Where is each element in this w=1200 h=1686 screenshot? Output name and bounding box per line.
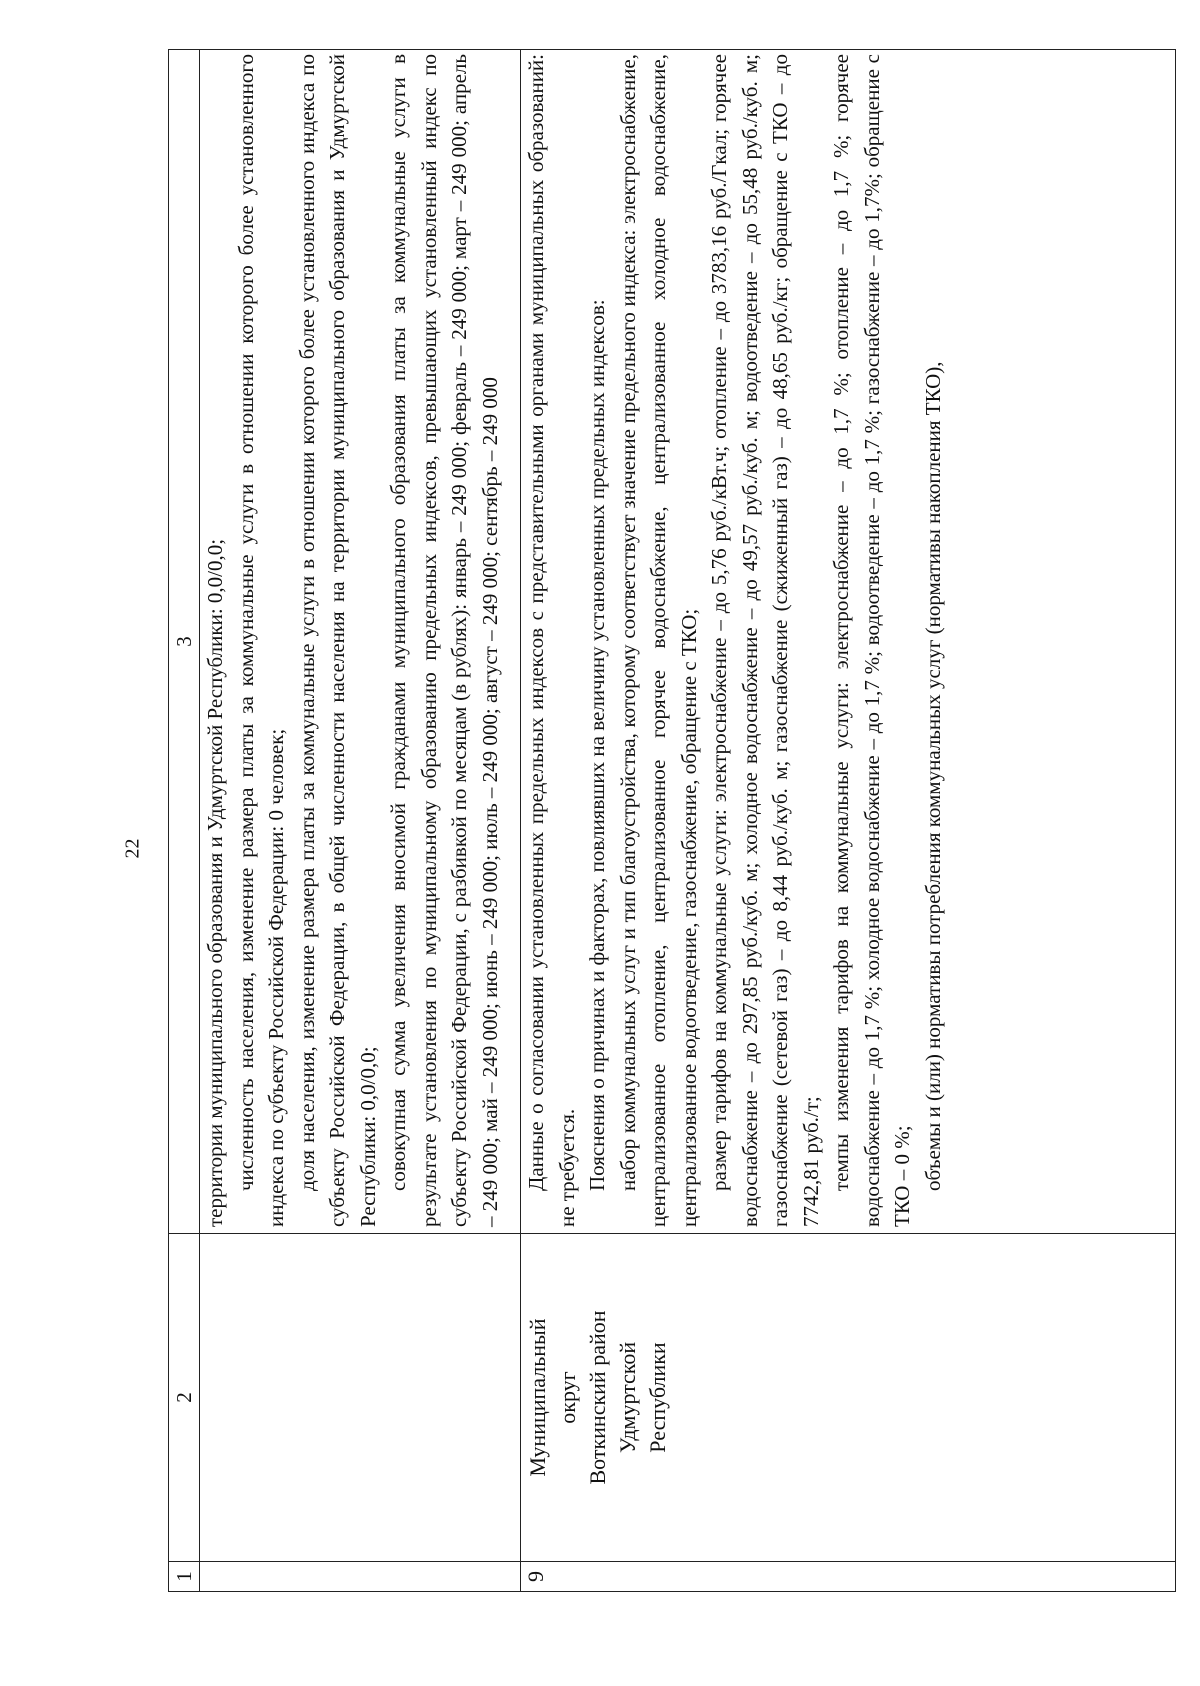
description-text bbox=[521, 50, 1175, 1233]
municipality-line: округ bbox=[555, 1371, 580, 1424]
description-cell bbox=[521, 50, 1176, 1234]
municipality-line: Республики bbox=[645, 1342, 670, 1453]
data-table bbox=[168, 49, 1176, 1592]
header-col-1: 1 bbox=[169, 1562, 200, 1592]
paragraph: Данные о согласовании установленных предельных индексов с представительными органами муниципальных образований: не требуется. bbox=[524, 54, 579, 1227]
header-col-3: 3 bbox=[169, 50, 200, 1234]
row-number-cell bbox=[200, 1562, 521, 1592]
paragraph: Пояснения о причинах и факторах, повлиявших на величину установленных предельных индексов: bbox=[585, 299, 609, 1191]
paragraph: набор коммунальных услуг и тип благоустройства, которому соответствует значение предельного индекса: электроснабжение, централизованное отопление, централизованное горячее водоснабжение, централизованное холодное водоснабжение, централизованное водоотведение, газоснабжение, обращение с ТКО; bbox=[615, 54, 701, 1227]
municipality-cell bbox=[200, 1234, 521, 1562]
paragraph: доля населения, изменение размера платы за коммунальные услуги в отношении которого более установленного индекса по субъекту Российской Федерации, в общей численности населения на территории муниципального образования и Удмуртской Республики: 0,0/0,0; bbox=[294, 54, 380, 1227]
paragraph: численность населения, изменение размера платы за коммунальные услуги в отношении которого более установленного индекса по субъекту Российской Федерации: 0 человек; bbox=[233, 54, 288, 1227]
description-cell bbox=[200, 50, 521, 1234]
municipality-line: Удмуртской bbox=[615, 1341, 640, 1454]
table-header-row bbox=[169, 50, 200, 1592]
page-number: 22 bbox=[121, 838, 144, 859]
paragraph: размер тарифов на коммунальные услуги: электроснабжение – до 5,76 руб./кВт.ч; отопление – до 3783,16 руб./Гкал; горячее водоснабжение – до 297,85 руб./куб. м; холодное водоснабжение – до 49,57 руб./куб. м; водоотведение – до 55,48 руб./куб. м; газоснабжение (сетевой газ) – до 8,44 руб./куб. м; газоснабжение (сжиженный газ) – до 48,65 руб./кг; обращение с ТКО – до 7742,81 руб./т; bbox=[707, 54, 823, 1227]
table-row bbox=[521, 50, 1176, 1592]
paragraph: совокупная сумма увеличения вносимой гражданами муниципального образования платы за коммунальные услуги в результате установления по муниципальному образованию предельных индексов, превышающих установленный индекс по субъекту Российской Федерации, с разбивкой по месяцам (в рублях): январь – 249 000; февраль – 249 000; март – 249 000; апрель – 249 000; май – 249 000; июнь – 249 000; июль – 249 000; август – 249 000; сентябрь – 249 000 bbox=[386, 54, 502, 1227]
table-row bbox=[200, 50, 521, 1592]
rotated-sheet bbox=[168, 50, 1168, 1592]
row-number-cell: 9 bbox=[521, 1562, 1176, 1592]
header-col-2: 2 bbox=[169, 1234, 200, 1562]
municipality-cell bbox=[521, 1234, 1176, 1562]
paragraph: объемы и (или) нормативы потребления коммунальных услуг (нормативы накопления ТКО), bbox=[920, 361, 945, 1191]
municipality-line: Воткинский район bbox=[585, 1310, 610, 1485]
paragraph: территории муниципального образования и Удмуртской Республики: 0,0/0,0; bbox=[203, 538, 227, 1227]
description-text bbox=[200, 50, 520, 1233]
paragraph: темпы изменения тарифов на коммунальные услуги: электроснабжение – до 1,7 %; отопление – до 1,7 %; горячее водоснабжение – до 1,7 %; холодное водоснабжение – до 1,7 %; водоотведение – до 1,7 %; газоснабжение – до 1,7%; обращение с ТКО – 0 %; bbox=[829, 54, 914, 1227]
municipality-line: Муниципальный bbox=[525, 1318, 550, 1477]
